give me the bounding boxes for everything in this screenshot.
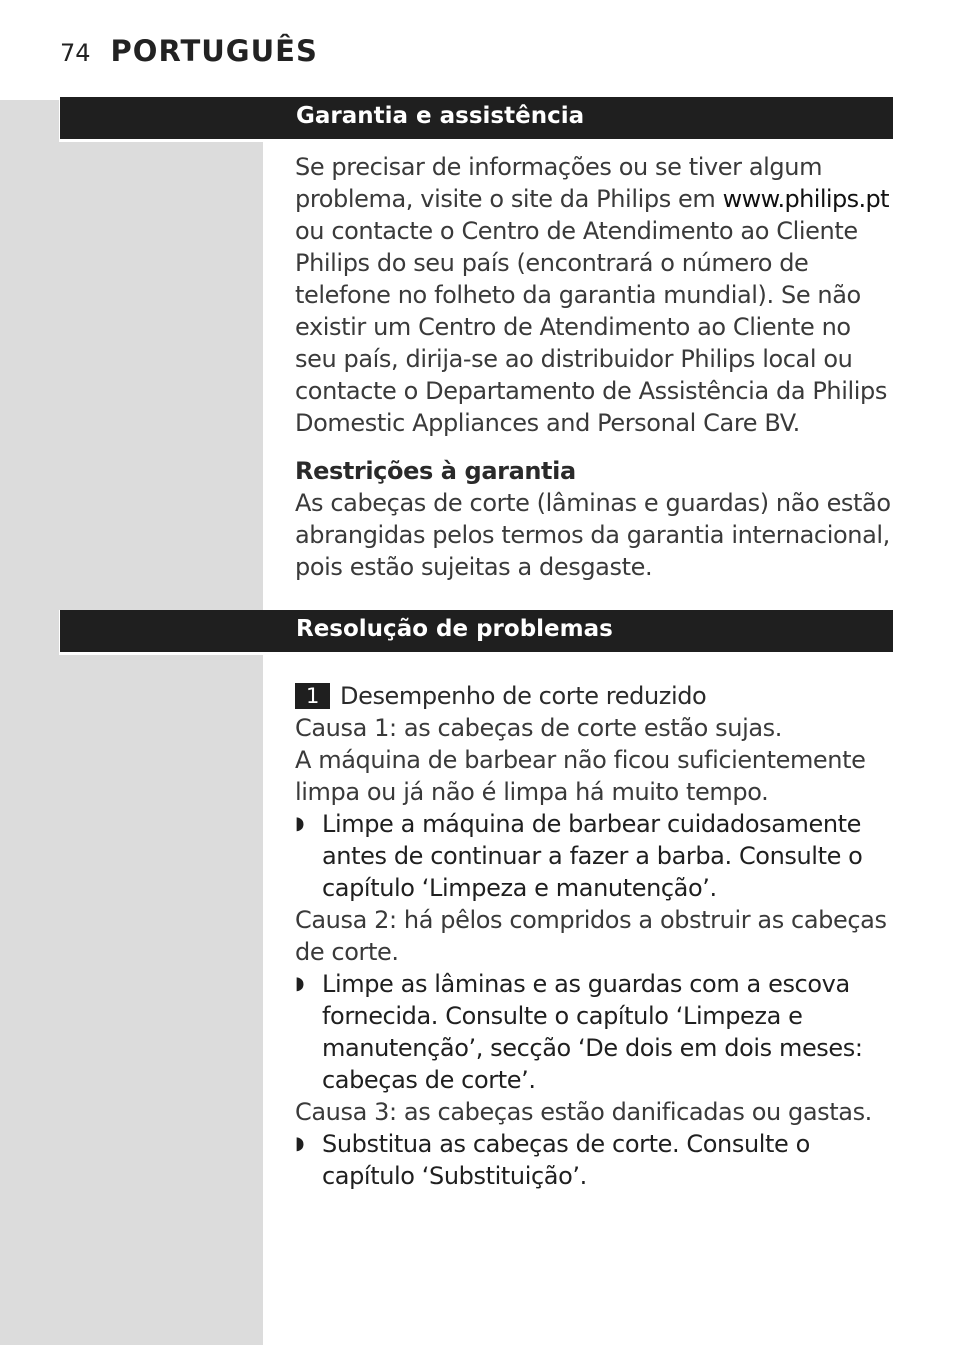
restrictions-heading: Restrições à garantia: [295, 457, 576, 485]
bar-divider: [59, 652, 263, 655]
section-bar-troubleshooting: [59, 610, 893, 652]
warranty-text-part1: Se precisar de informações ou se tiver algum problema, visite o site da Philips em: [295, 153, 823, 213]
bullet-arrow-icon: ◗: [295, 973, 305, 994]
bar-divider: [59, 139, 263, 142]
section-title-warranty: Garantia e assistência: [296, 103, 585, 129]
troubleshooting-content: [295, 680, 895, 1192]
section-title-troubleshooting: Resolução de problemas: [296, 616, 613, 642]
warranty-paragraph: [295, 151, 895, 439]
restrictions-text: As cabeças de corte (lâminas e guardas) não estão abrangidas pelos termos da garantia internacional, pois estão sujeitas a desgaste.: [295, 489, 891, 581]
bullet-arrow-icon: ◗: [295, 1133, 305, 1154]
solution-1: [295, 808, 895, 904]
cause-1-detail: A máquina de barbear não ficou suficientemente limpa ou já não é limpa há muito tempo.: [295, 746, 866, 806]
problem-title-row: [295, 680, 895, 712]
solution-2: [295, 968, 895, 1096]
problem-title: Desempenho de corte reduzido: [340, 682, 707, 710]
cause-2: Causa 2: há pêlos compridos a obstruir as cabeças de corte.: [295, 906, 887, 966]
left-margin-column: [0, 100, 263, 1345]
step-number-badge: 1: [295, 683, 330, 709]
solution-1-text: Limpe a máquina de barbear cuidadosamente antes de continuar a fazer a barba. Consulte o capítulo ‘Limpeza e manutenção’.: [322, 810, 863, 902]
solution-3-text: Substitua as cabeças de corte. Consulte o capítulo ‘Substituição’.: [322, 1130, 810, 1190]
page-number: 74: [60, 39, 91, 67]
page-header: [60, 34, 318, 74]
solution-3: [295, 1128, 895, 1192]
philips-link[interactable]: www.philips.pt: [722, 185, 889, 213]
warranty-text-part2: ou contacte o Centro de Atendimento ao Cliente Philips do seu país (encontrará o número de telefone no folheto da garantia mundial). Se não existir um Centro de Atendimento ao Cliente no seu país, dirija-se ao distribuidor Philips local ou contacte o Departamento de Assistência da Philips Domestic Appliances and Personal Care BV.: [295, 217, 887, 437]
cause-3: Causa 3: as cabeças estão danificadas ou gastas.: [295, 1098, 872, 1126]
bullet-arrow-icon: ◗: [295, 813, 305, 834]
solution-2-text: Limpe as lâminas e as guardas com a escova fornecida. Consulte o capítulo ‘Limpeza e manutenção’, secção ‘De dois em dois meses: cabeças de corte’.: [322, 970, 863, 1094]
section-bar-warranty: [59, 97, 893, 139]
cause-1: Causa 1: as cabeças de corte estão sujas.: [295, 714, 782, 742]
warranty-content: [295, 151, 895, 583]
language-title: PORTUGUÊS: [110, 34, 318, 68]
